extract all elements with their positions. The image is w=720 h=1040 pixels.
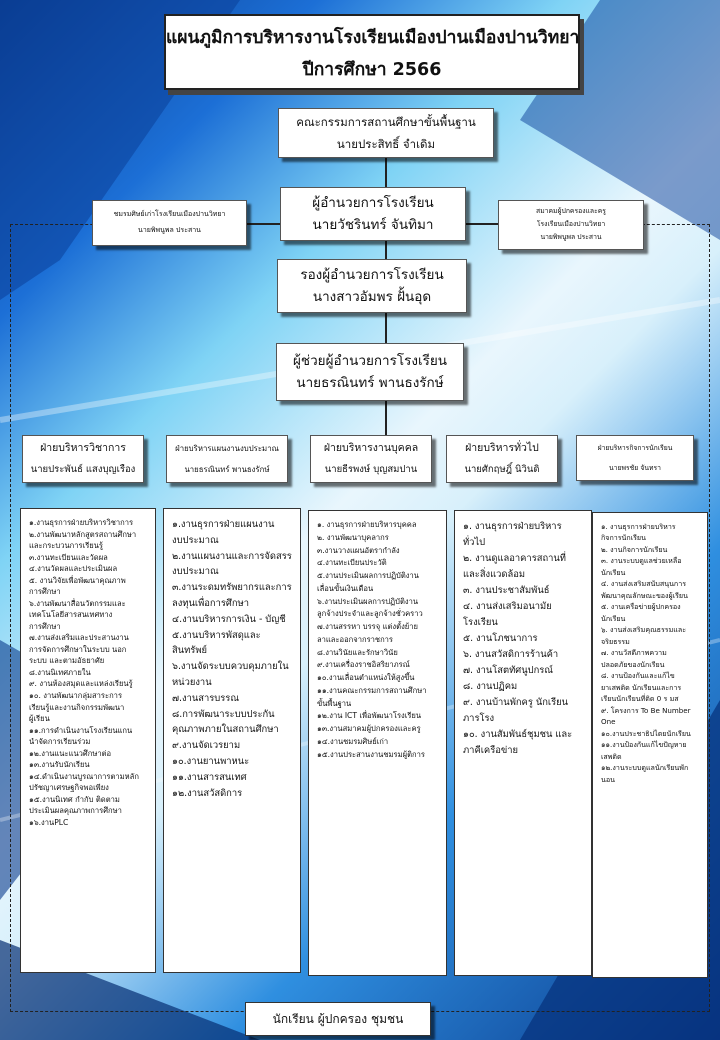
task-item: ๑. งานธุรการฝ่ายบริหาร [601,522,676,531]
task-item: ๑๑.งานคณะกรรมการสถานศึกษา [317,685,427,695]
task-item: ๓. งานประชาสัมพันธ์ [463,584,550,596]
task-item: ๑๐.งานประชาธิปไตยนักเรียน [601,728,691,738]
task-item: ๒. งานพัฒนาบุคลากร [317,532,389,542]
task-item: เรียนนักเรียนที่ติด 0 ร มส [601,694,679,704]
task-item: ระบบ และตามอัธยาศัย [29,656,105,666]
task-item: ๓.งานทะเบียนและวัดผล [29,552,108,562]
task-item: ๓.งานวางแผนอัตรากำลัง [317,545,400,555]
task-item: ๔.งานบริหารการเงิน - บัญชี [172,613,286,625]
parents-line-2: โรงเรียนเมืองปานวิทยา [536,220,606,228]
department-title: ฝ่ายบริหารกิจการนักเรียน [597,444,673,452]
task-list-academic [20,508,156,973]
task-item: ๘.งานวินัยและรักษาวินัย [317,647,398,657]
alumni-box [92,200,247,246]
task-item: ๑. งานธุรการฝ่ายบริหาร [463,521,562,532]
task-item: ๕. งานวิจัยเพื่อพัฒนาคุณภาพ [29,575,126,585]
department-personnel [310,435,432,483]
task-item: ๙. งานบ้านพักครู นักเรียน [463,696,569,708]
department-student-affairs [576,435,694,481]
task-item: โรงเรียน [463,616,498,628]
task-item: ๑๒.งานแนะแนวศึกษาต่อ [29,748,112,758]
task-item: ภาคีเครือข่าย [463,744,519,756]
task-item: ผู้เรียน [29,714,50,724]
title-line-2: ปีการศึกษา 2566 [302,60,442,80]
task-item: ๑๕.งานนิเทศ กำกับ ติดตาม [29,794,120,804]
department-title: ฝ่ายบริหารแผนงานงบประมาณ [175,444,279,453]
task-item: ๓. งานระบบดูแลช่วยเหลือ [601,556,682,566]
board-name: นายประสิทธิ์ จำเดิม [336,137,436,151]
task-item: ๖. งานส่งเสริมคุณธรรมและ [601,625,687,635]
alumni-title: ชมรมศิษย์เก่าโรงเรียนเมืองปานวิทยา [113,210,226,218]
task-item: ๗.งานสารบรรณ [172,692,240,704]
task-item: ๙. โครงการ To Be Number [601,705,691,715]
task-list-budget [163,508,301,973]
task-item: สินทรัพย์ [172,645,208,657]
task-item: ๑.งานธุรการฝ่ายบริหารวิชาการ [29,518,134,527]
task-item: One [601,717,616,727]
department-head: นายประพันธ์ แสงบุญเรือง [30,464,136,475]
task-item: ๕. งานโภชนาการ [463,632,538,644]
assistant-box [276,343,464,401]
task-item: ลาและออกจากราชการ [317,634,394,644]
task-item: ๑๑.งานสารสนเทศ [172,771,247,783]
task-item: ยาเสพติด นักเรียนและการ [601,682,682,692]
assistant-name: นายธรณินทร์ พานธงรักษ์ [296,375,444,391]
task-item: งบประมาณ [172,534,219,546]
task-item: จริยธรรม [601,636,630,646]
department-head: นายพรชัย จันทรา [609,464,661,472]
department-head: นายธรณินทร์ พานธงรักษ์ [184,465,270,474]
department-academic [22,435,144,483]
task-item: ๖.งานประเมินผลการปฏิบัติงาน [317,596,419,606]
deputy-box [277,259,467,313]
task-item: ๑๒.งานระบบดูแลนักเรียนพัก [601,763,689,773]
task-item: ๑๐. งานสัมพันธ์ชุมชน และ [463,728,573,740]
task-item: ๗.งานส่งเสริมและประสานงาน [29,633,129,643]
task-list-general [454,510,592,976]
department-budget [166,435,288,483]
task-item: ๘.การพัฒนาระบบประกัน [172,708,275,720]
parents-name: นายพิพนูพล ประสาน [540,233,602,241]
task-item: ลูกจ้างประจำและลูกจ้างชั่วคราว [317,609,423,619]
task-item: พัฒนาคุณลักษณะของผู้เรียน [601,590,688,600]
task-item: ๔.งานวัดผลและประเมินผล [29,564,118,574]
task-item: ๑๑.งานป้องกันแก้ไขปัญหาย [601,740,687,750]
task-item: ๖.งานพัฒนาสื่อนวัตกรรมและ [29,598,126,608]
task-item: ๑๐.งานเลื่อนตำแหน่งให้สูงขึ้น [317,673,415,682]
task-item: นักเรียน [601,567,626,577]
task-item: ๑๑.การดำเนินงานโรงเรียนแกน [29,725,133,735]
title-line-1: แผนภูมิการบริหารงานโรงเรียนเมืองปานเมืองปานวิทยา [166,28,580,48]
chart-title [164,14,580,90]
task-item: ๓.งานระดมทรัพยากรและการ [172,582,292,594]
task-item: ๕.งานประเมินผลการปฏิบัติงาน [317,571,419,580]
task-item: ๑๖.งานPLC [29,817,69,827]
task-item: เทคโนโลยีสารสนเทศทาง [29,610,113,620]
task-item: ๒.งานแผนงานและการจัดสรร [172,550,292,562]
task-item: ๑๕.งานประสานงานชมรมผู้ติการ [317,749,425,759]
department-head: นายธีรพงษ์ บุญสมปาน [324,464,418,475]
task-list-student-affairs [592,512,708,978]
task-item: ๑๔.งานชมรมศิษย์เก่า [317,736,389,746]
task-item: ๕.งานบริหารพัสดุและ [172,629,261,641]
task-item: ๑๒.งาน ICT เพื่อพัฒนาโรงเรียน [317,711,422,721]
task-item: ๑๓.งานรับนักเรียน [29,760,90,770]
task-item: ๕. งานเครือข่ายผู้ปกครอง [601,602,681,612]
task-item: ๑๔.ดำเนินงานบูรณาการตามหลัก [29,771,139,781]
task-item: เสพติด [601,751,622,761]
task-list-personnel [308,510,447,976]
task-item: ๔.งานทะเบียนประวัติ [317,558,387,568]
task-item: ๗. งานโสตทัศนูปกรณ์ [463,664,554,676]
task-item: ๑๐.งานยานพาหนะ [172,755,250,767]
connector [385,157,387,187]
department-general [446,435,558,483]
stakeholders-label: นักเรียน ผู้ปกครอง ชุมชน [272,1012,404,1026]
task-item: นอน [601,774,615,784]
task-item: และกระบวนการเรียนรู้ [29,541,103,551]
task-item: ๖. งานสวัสดิการร้านค้า [463,648,559,660]
deputy-name: นางสาวอัมพร ฝั้นอุด [312,289,432,305]
task-item: ปรัชญาเศรษฐกิจพอเพียง [29,783,109,793]
task-item: ปลอดภัยของนักเรียน [601,659,665,669]
task-item: ๘.งานนิเทศภายใน [29,667,91,677]
task-item: หน่วยงาน [172,676,212,688]
task-item: กิจการนักเรียน [601,533,646,543]
task-item: ๑. งานธุรการฝ่ายบริหารบุคคล [317,520,417,529]
task-item: นำจัดการเรียนร่วม [29,737,91,747]
task-item: ๒. งานดูแลอาคารสถานที่ [463,552,566,564]
task-item: ประเมินผลคุณภาพการศึกษา [29,806,122,816]
task-item: ๔. งานส่งเสริมอนามัย [463,600,552,612]
task-item: ๗. งานวัสดีภาพความ [601,648,667,658]
task-item: ทั่วไป [463,536,486,548]
task-item: ๙.งานเครื่องราชอิสริยาภรณ์ [317,660,410,670]
task-item: งบประมาณ [172,566,219,578]
parents-line-1: สมาคมผู้ปกครองและครู [536,207,606,215]
task-item: ๖.งานจัดระบบควบคุมภายใน [172,661,289,673]
department-title: ฝ่ายบริหารวิชาการ [40,442,126,454]
task-item: นักเรียน [601,613,626,623]
director-box [280,187,466,241]
task-item: ๑๒.งานสวัสดิการ [172,787,243,799]
department-head: นายศักฤษฎิ์ นิวินดิ [464,464,540,475]
department-title: ฝ่ายบริหารทั่วไป [465,442,539,454]
director-title: ผู้อำนวยการโรงเรียน [312,195,434,211]
task-item: เรียนรู้และงานกิจกรรมพัฒนา [29,702,125,712]
task-item: ๒.งานพัฒนาหลักสูตรสถานศึกษา [29,529,137,539]
task-item: ภารโรง [463,712,495,724]
director-name: นายวัชรินทร์ จันทิมา [312,217,434,233]
task-item: ๔. งานส่งเสริมสนับสนุนการ [601,579,687,589]
board-title: คณะกรรมการสถานศึกษาขั้นพื้นฐาน [296,115,476,129]
task-item: ลงทุนเพื่อการศึกษา [172,597,249,609]
parents-association-box [498,200,644,250]
task-item: ๙. งานห้องสมุดและแหล่งเรียนรู้ [29,679,133,689]
task-item: ๙.งานจัดเวรยาม [172,740,241,752]
deputy-title: รองผู้อำนวยการโรงเรียน [300,267,444,283]
task-item: ๘. งานปฏิคม [463,680,518,692]
assistant-title: ผู้ช่วยผู้อำนวยการโรงเรียน [293,353,447,369]
task-item: การจัดการศึกษาในระบบ นอก [29,644,127,654]
task-item: ขั้นพื้นฐาน [317,698,352,708]
task-item: ๑.งานธุรการฝ่ายแผนงาน [172,519,275,530]
task-item: และสิ่งแวดล้อม [463,568,526,580]
task-item: การศึกษา [29,587,61,597]
task-item: ๒. งานกิจการนักเรียน [601,544,668,554]
task-item: เลื่อนขั้นเงินเดือน [317,583,374,593]
task-item: คุณภาพภายในสถานศึกษา [172,724,279,736]
department-title: ฝ่ายบริหารงานบุคคล [323,442,419,454]
task-item: การศึกษา [29,621,61,631]
stakeholders-box [245,1002,431,1036]
task-item: ๑๓.งานสมาคมผู้ปกครองและครู [317,724,421,733]
task-item: ๘. งานป้องกันและแก้ไข [601,671,675,681]
board-box [278,108,494,158]
alumni-name: นายพิพนูพล ประสาน [138,226,201,234]
task-item: ๑๐. งานพัฒนากลุ่มสาระการ [29,690,123,700]
task-item: ๗.งานสรรหา บรรจุ แต่งตั้งย้าย [317,622,418,631]
